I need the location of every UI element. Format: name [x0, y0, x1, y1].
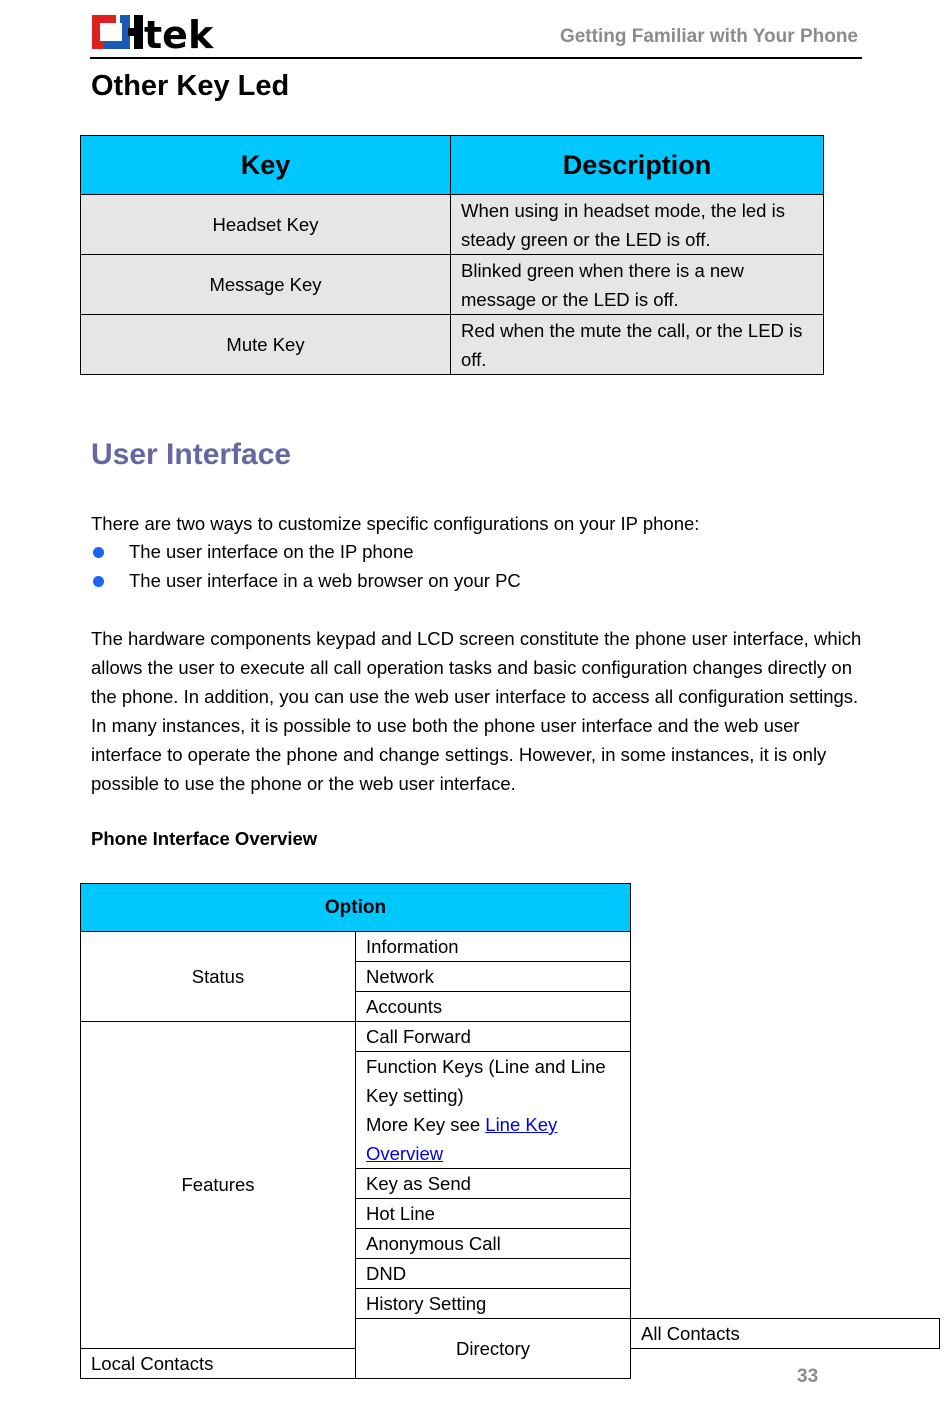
chapter-title: Getting Familiar with Your Phone: [559, 26, 858, 47]
user-interface-heading: User Interface: [91, 438, 292, 471]
line-key-overview-link[interactable]: Line Key Overview: [366, 1114, 558, 1164]
option-cell: Network: [356, 962, 631, 992]
more-key-prefix: More Key see: [366, 1114, 486, 1135]
key-cell: Message Key: [81, 255, 451, 315]
header-rule: [90, 57, 862, 59]
other-key-led-heading: Other Key Led: [91, 70, 290, 102]
column-header-description: Description: [451, 136, 824, 195]
more-key-text: [366, 1110, 620, 1168]
list-item: The user interface on the IP phone: [91, 538, 521, 567]
option-cell: DND: [356, 1259, 631, 1289]
key-led-table: [80, 135, 824, 375]
key-cell: Mute Key: [81, 315, 451, 375]
column-header-key: Key: [81, 136, 451, 195]
table-row: [81, 932, 940, 962]
description-cell: Blinked green when there is a new message or the LED is off.: [451, 255, 824, 315]
phone-interface-table: [80, 883, 940, 1379]
option-cell-function-keys: [356, 1052, 631, 1169]
htek-logo: [90, 12, 260, 52]
option-cell: Key as Send: [356, 1169, 631, 1199]
category-status: Status: [81, 932, 356, 1022]
phone-interface-overview-heading: Phone Interface Overview: [91, 828, 318, 849]
function-keys-text: Function Keys (Line and Line Key setting): [366, 1056, 606, 1106]
table-row: [81, 1022, 940, 1052]
key-led-table-header: [81, 136, 824, 195]
option-cell: Call Forward: [356, 1022, 631, 1052]
list-item: The user interface in a web browser on your PC: [91, 567, 521, 596]
table-row: [81, 255, 824, 315]
category-directory: Directory: [356, 1319, 631, 1379]
description-cell: Red when the mute the call, or the LED is off.: [451, 315, 824, 375]
bullet-list: [91, 538, 521, 595]
option-cell: Local Contacts: [81, 1349, 356, 1379]
option-cell: History Setting: [356, 1289, 631, 1319]
option-cell: Anonymous Call: [356, 1229, 631, 1259]
option-cell: Hot Line: [356, 1199, 631, 1229]
option-cell: Accounts: [356, 992, 631, 1022]
table-row: [81, 315, 824, 375]
key-cell: Headset Key: [81, 195, 451, 255]
page-number: 33: [797, 1366, 819, 1387]
column-header-option: Option: [81, 884, 631, 932]
category-features: Features: [81, 1022, 356, 1349]
body-paragraph: The hardware components keypad and LCD screen constitute the phone user interface, which allows the user to execute all call operation tasks and basic configuration changes directly on the phone. In addition, you can use the web user interface to access all configuration settings. In many instances, it is possible to use both the phone user interface and the web user interface to operate the phone and change settings. However, in some instances, it is only possible to use the phone or the web user interface.: [91, 628, 862, 794]
option-table-header: [81, 884, 940, 932]
svg-text:tek: tek: [144, 13, 214, 52]
table-row: [81, 195, 824, 255]
option-cell: Information: [356, 932, 631, 962]
intro-paragraph: There are two ways to customize specific configurations on your IP phone:: [91, 513, 700, 534]
option-cell: All Contacts: [631, 1319, 940, 1349]
description-cell: When using in headset mode, the led is steady green or the LED is off.: [451, 195, 824, 255]
